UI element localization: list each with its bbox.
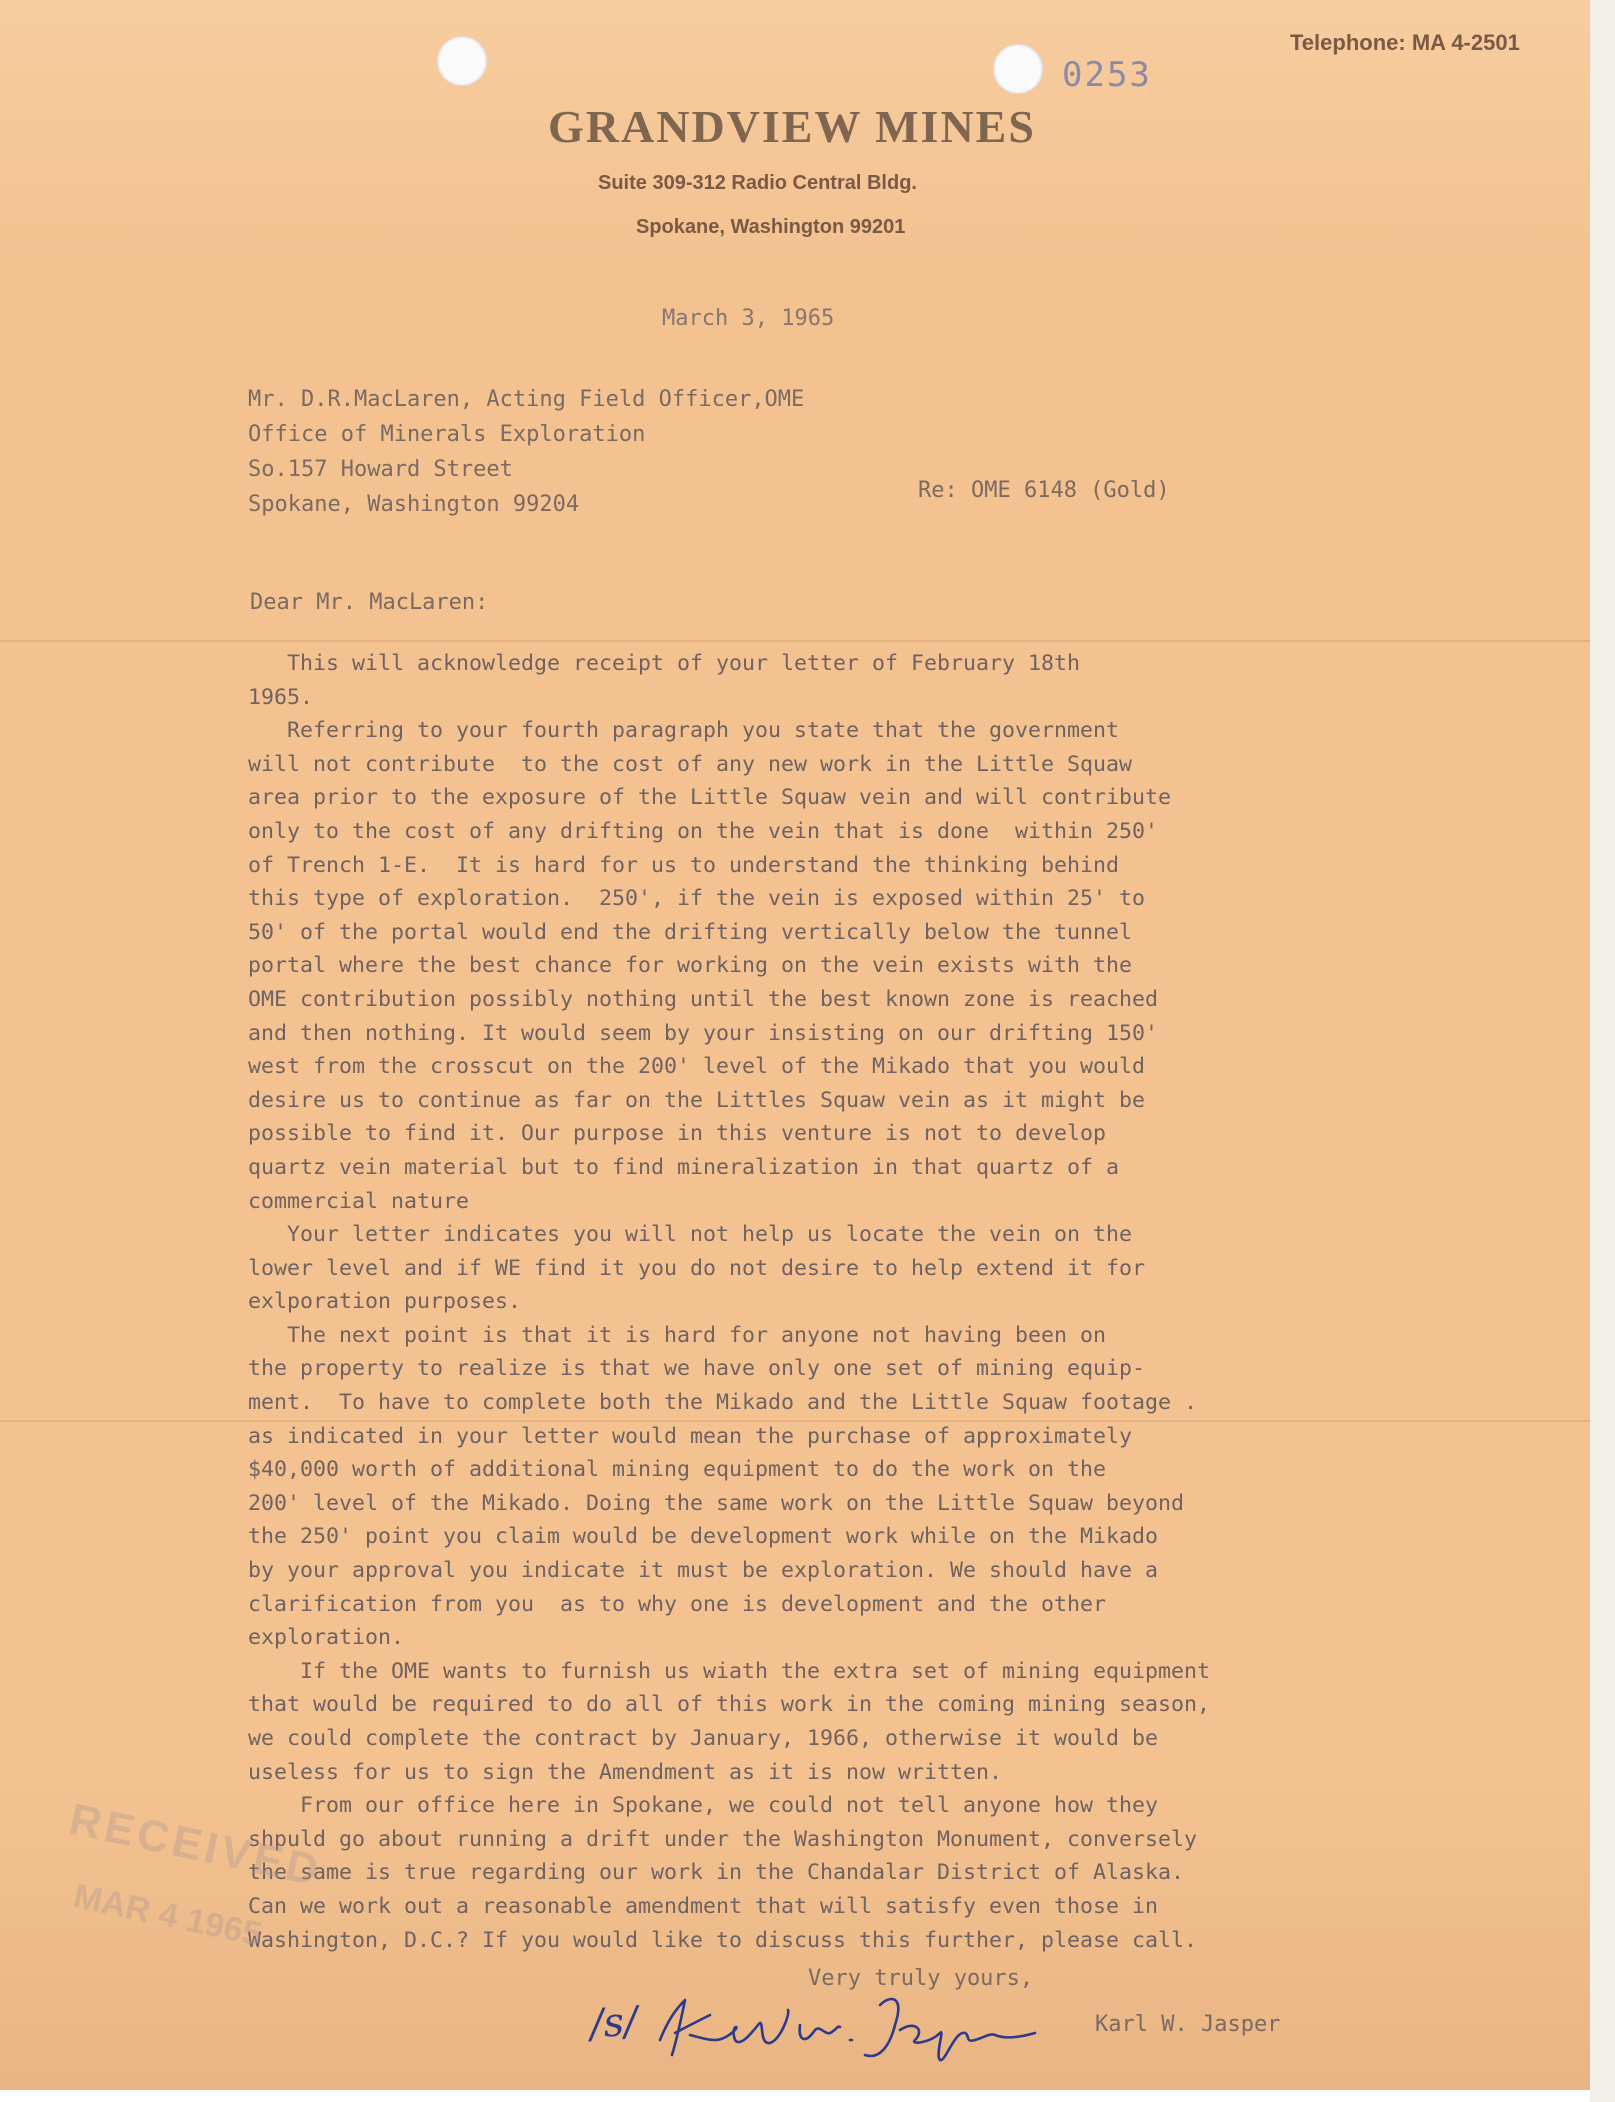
body-line: 200' level of the Mikado. Doing the same work on the Little Squaw beyond: [248, 1490, 1185, 1516]
body-line: Can we work out a reasonable amendment that will satisfy even those in: [248, 1893, 1159, 1919]
telephone-number: Telephone: MA 4-2501: [1290, 30, 1520, 55]
closing: Very truly yours,: [808, 1966, 1034, 1991]
body-line: will not contribute to the cost of any new work in the Little Squaw: [248, 751, 1133, 777]
body-line: 1965.: [248, 684, 314, 710]
body-line: quartz vein material but to find mineralization in that quartz of a: [248, 1154, 1120, 1180]
body-line: possible to find it. Our purpose in this venture is not to develop: [248, 1121, 1107, 1147]
punch-hole: [993, 44, 1043, 94]
body-line: 50' of the portal would end the drifting vertically below the tunnel: [248, 919, 1133, 945]
letter-body: [248, 647, 1508, 1957]
inside-address: [248, 382, 804, 522]
reference-line: Re: OME 6148 (Gold): [918, 478, 1170, 503]
company-name: GRANDVIEW MINES: [548, 101, 1036, 152]
body-line: lower level and if WE find it you do not desire to help extend it for: [248, 1255, 1146, 1281]
recipient-line: Spokane, Washington 99204: [248, 492, 580, 517]
recipient-line: Office of Minerals Exploration: [248, 422, 646, 447]
body-line: that would be required to do all of this work in the coming mining season,: [248, 1692, 1211, 1718]
body-line: exploration.: [248, 1625, 405, 1651]
body-line: This will acknowledge receipt of your letter of February 18th: [248, 651, 1081, 676]
body-line: the same is true regarding our work in the Chandalar District of Alaska.: [248, 1860, 1185, 1886]
company-address-line2: Spokane, Washington 99201: [636, 216, 906, 238]
body-line: by your approval you indicate it must be exploration. We should have a: [248, 1558, 1159, 1584]
body-line: $40,000 worth of additional mining equipment to do the work on the: [248, 1457, 1107, 1483]
company-address-line1: Suite 309-312 Radio Central Bldg.: [598, 172, 917, 194]
stamp-date: MAR 4 1965: [70, 1876, 265, 1954]
punch-hole: [437, 36, 487, 86]
body-line: Washington, D.C.? If you would like to discuss this further, please call.: [248, 1927, 1198, 1953]
recipient-line: Mr. D.R.MacLaren, Acting Field Officer,OME: [248, 387, 805, 412]
fold-crease: [0, 640, 1590, 642]
body-line: the 250' point you claim would be development work while on the Mikado: [248, 1524, 1159, 1550]
body-line: exlporation purposes.: [248, 1289, 522, 1315]
body-line: Your letter indicates you will not help us locate the vein on the: [248, 1222, 1133, 1248]
body-line: useless for us to sign the Amendment as it is now written.: [248, 1759, 1003, 1785]
body-line: shpuld go about running a drift under the Washington Monument, conversely: [248, 1826, 1198, 1852]
body-line: The next point is that it is hard for anyone not having been on: [248, 1322, 1107, 1348]
body-line: of Trench 1-E. It is hard for us to understand the thinking behind: [248, 852, 1120, 878]
serial-number: 0253: [1062, 55, 1152, 95]
body-line: only to the cost of any drifting on the vein that is done within 250': [248, 818, 1159, 844]
salutation: Dear Mr. MacLaren:: [250, 590, 489, 615]
body-line: desire us to continue as far on the Littles Squaw vein as it might be: [248, 1087, 1146, 1113]
stamp-word: RECEIVED: [64, 1794, 327, 1896]
body-line: ment. To have to complete both the Mikado and the Little Squaw footage .: [248, 1390, 1198, 1416]
body-line: From our office here in Spokane, we could not tell anyone how they: [248, 1793, 1159, 1819]
body-line: portal where the best chance for working on the vein exists with the: [248, 953, 1133, 979]
signature-prefix: /s/: [588, 1998, 640, 2048]
body-line: west from the crosscut on the 200' level of the Mikado that you would: [248, 1054, 1146, 1080]
letter-date: March 3, 1965: [662, 306, 835, 331]
body-line: we could complete the contract by January, 1966, otherwise it would be: [248, 1726, 1159, 1751]
body-line: this type of exploration. 250', if the vein is exposed within 25' to: [248, 886, 1146, 912]
handwritten-signature: [640, 1985, 1060, 2075]
recipient-line: So.157 Howard Street: [248, 457, 513, 482]
body-line: commercial nature: [248, 1188, 470, 1214]
body-line: and then nothing. It would seem by your insisting on our drifting 150': [248, 1020, 1159, 1046]
signer-name: Karl W. Jasper: [1095, 2012, 1281, 2037]
body-line: OME contribution possibly nothing until the best known zone is reached: [248, 986, 1159, 1012]
paper-edge: [1590, 0, 1615, 2102]
body-line: clarification from you as to why one is development and the other: [248, 1591, 1107, 1617]
body-line: as indicated in your letter would mean the purchase of approximately: [248, 1423, 1133, 1449]
body-line: If the OME wants to furnish us wiath the extra set of mining equipment: [248, 1658, 1211, 1684]
body-line: Referring to your fourth paragraph you state that the government: [248, 718, 1120, 744]
body-line: the property to realize is that we have only one set of mining equip-: [248, 1356, 1146, 1382]
body-line: area prior to the exposure of the Little Squaw vein and will contribute: [248, 785, 1172, 811]
